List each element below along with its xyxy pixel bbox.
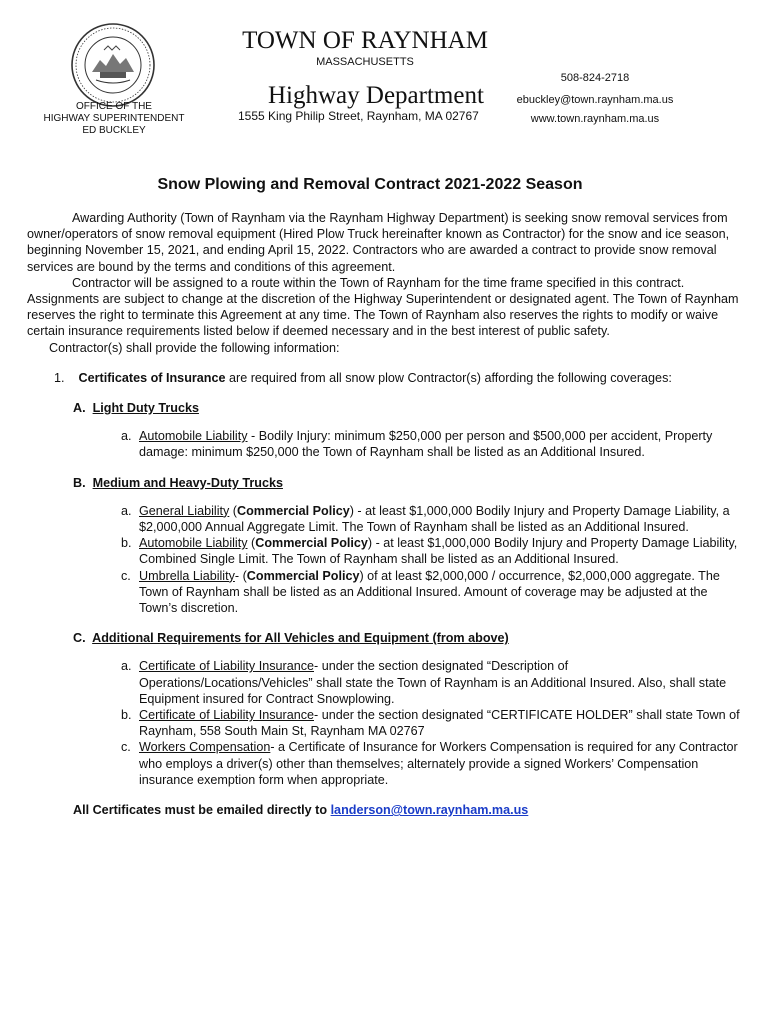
final-instruction: All Certificates must be emailed directly to landerson@town.raynham.ma.us bbox=[73, 803, 529, 818]
item-1 bbox=[27, 370, 743, 386]
phone-number: 508-824-2718 bbox=[560, 72, 630, 84]
website-link[interactable]: www.town.raynham.ma.us bbox=[530, 113, 660, 125]
list-item: c. Workers Compensation- a Certificate of Insurance for Workers Compensation is required for any Contractor who employs a driver(s) other than themselves; alternately provide a signed Workers’ Compensation insurance exemption form when appropriate. bbox=[121, 740, 738, 787]
list-item: b. Certificate of Liability Insurance- under the section designated “CERTIFICATE HOLDER” shall state Town of Raynham, 558 South Main St, Raynham MA 02767 bbox=[121, 708, 740, 739]
contact-email-link[interactable]: ebuckley@town.raynham.ma.us bbox=[516, 94, 674, 106]
document-body bbox=[27, 210, 743, 818]
intro-paragraph: Awarding Authority (Town of Raynham via the Raynham Highway Department) is seeking snow removal services from owner/operators of snow removal equipment (Hired Plow Truck hereinafter known as Contractor) for the snow and ice season, beginning November 15, 2021, and ending April 15, 2022. Contractors who are awarded a contract to provide snow removal services are bound by the terms and conditions of this agreement. bbox=[27, 211, 730, 274]
section-b-heading: B. Medium and Heavy-Duty Trucks bbox=[73, 475, 283, 490]
department-address: 1555 King Philip Street, Raynham, MA 02767 bbox=[238, 109, 479, 123]
section-b-list bbox=[27, 503, 743, 616]
section-a-list bbox=[27, 428, 743, 460]
list-item: a. Certificate of Liability Insurance- under the section designated “Description of Operations/Locations/Vehicles” shall state the Town of Raynham is an Additional Insured. Also, shall state Equipment insured for Contract Snowplowing. bbox=[121, 659, 727, 706]
certificate-email-link[interactable]: landerson@town.raynham.ma.us bbox=[330, 803, 529, 818]
intro-paragraph: Contractor will be assigned to a route within the Town of Raynham for the time frame specified in this contract. Assignments are subject to change at the discretion of the Highway Superintendent or designated agent. The Town of Raynham reserves the right to terminate this Agreement at any time. The Town of Raynham also reserves the rights to modify or waive certain insurance requirements listed below if deemed necessary and in the best interest of public safety. bbox=[27, 275, 739, 339]
state-name: MASSACHUSETTS bbox=[316, 56, 414, 68]
section-c-list bbox=[27, 658, 743, 788]
section-a-heading: A. Light Duty Trucks bbox=[73, 401, 199, 416]
office-line: HIGHWAY SUPERINTENDENT bbox=[43, 113, 185, 124]
item-text: are required from all snow plow Contractor(s) affording the following coverages: bbox=[225, 370, 672, 385]
department-name: Highway Department bbox=[268, 82, 484, 109]
list-item: c. Umbrella Liability- (Commercial Policy) of at least $2,000,000 / occurrence, $2,000,000 aggregate. The Town of Raynham shall be listed as an Additional Insured. Amount of coverage may be adjusted at the Town’s discretion. bbox=[121, 568, 720, 616]
list-item: a. General Liability (Commercial Policy) - at least $1,000,000 Bodily Injury and Property Damage Liability, a $2,000,000 Annual Aggregate Limit. The Town of Raynham shall be listed as an Additional Insured. bbox=[121, 503, 730, 535]
item-bold: Certificates of Insurance bbox=[78, 370, 226, 385]
office-block bbox=[34, 101, 194, 137]
document-title: Snow Plowing and Removal Contract 2021-2022 Season bbox=[157, 176, 583, 193]
item-number: 1. bbox=[54, 370, 65, 385]
office-line: OFFICE OF THE bbox=[76, 101, 152, 112]
intro-paragraph: Contractor(s) shall provide the following information: bbox=[49, 340, 340, 355]
list-item: a. Automobile Liability - Bodily Injury: minimum $250,000 per person and $500,000 per accident, Property damage: minimum $250,000 the Town of Raynham shall be listed as an Additional Insured. bbox=[121, 429, 713, 460]
office-line: ED BUCKLEY bbox=[82, 125, 146, 136]
town-name: TOWN OF RAYNHAM bbox=[242, 27, 488, 54]
section-c-heading: C. Additional Requirements for All Vehicles and Equipment (from above) bbox=[73, 631, 509, 646]
list-item: b. Automobile Liability (Commercial Policy) - at least $1,000,000 Bodily Injury and Property Damage Liability, Combined Single Limit. The Town of Raynham shall be listed as an Additional Insured. bbox=[121, 536, 738, 567]
